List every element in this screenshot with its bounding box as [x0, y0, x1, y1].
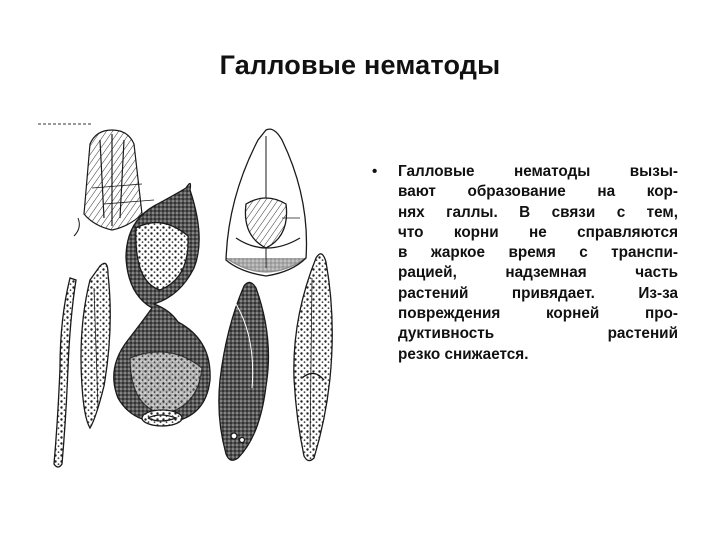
bullet-text-line: повреждения корней про- — [398, 305, 678, 323]
bullet-list — [368, 162, 678, 365]
bullet-text-line: рацией, надземная часть — [398, 264, 678, 282]
elongated-female-figure — [294, 254, 332, 461]
bullet-text-line: резко снижается. — [398, 345, 529, 363]
bullet-text-line: в жаркое время с транспи- — [398, 244, 678, 262]
pear-female-figure — [219, 282, 269, 460]
slender-worm-figure — [54, 278, 76, 467]
bullet-text-line: вают образование на кор- — [398, 183, 678, 201]
male-larva-figure — [81, 263, 110, 428]
bullet-text-line: растений привядает. Из-за — [398, 284, 678, 302]
bullet-text-line: дуктивность растений — [398, 325, 678, 343]
bullet-text-line: Галловые нематоды вызы- — [398, 163, 678, 180]
bullet-text-line: что корни не справляются — [398, 223, 678, 241]
slide-title: Галловые нематоды — [219, 50, 501, 80]
bullet-text-line: нях галлы. В связи с тем, — [398, 203, 678, 221]
egg-figure — [142, 410, 182, 426]
bullet-marker: • — [372, 163, 378, 180]
nematode-illustration — [30, 118, 360, 490]
head-section-figure — [226, 129, 307, 276]
bullet-item — [368, 162, 678, 365]
